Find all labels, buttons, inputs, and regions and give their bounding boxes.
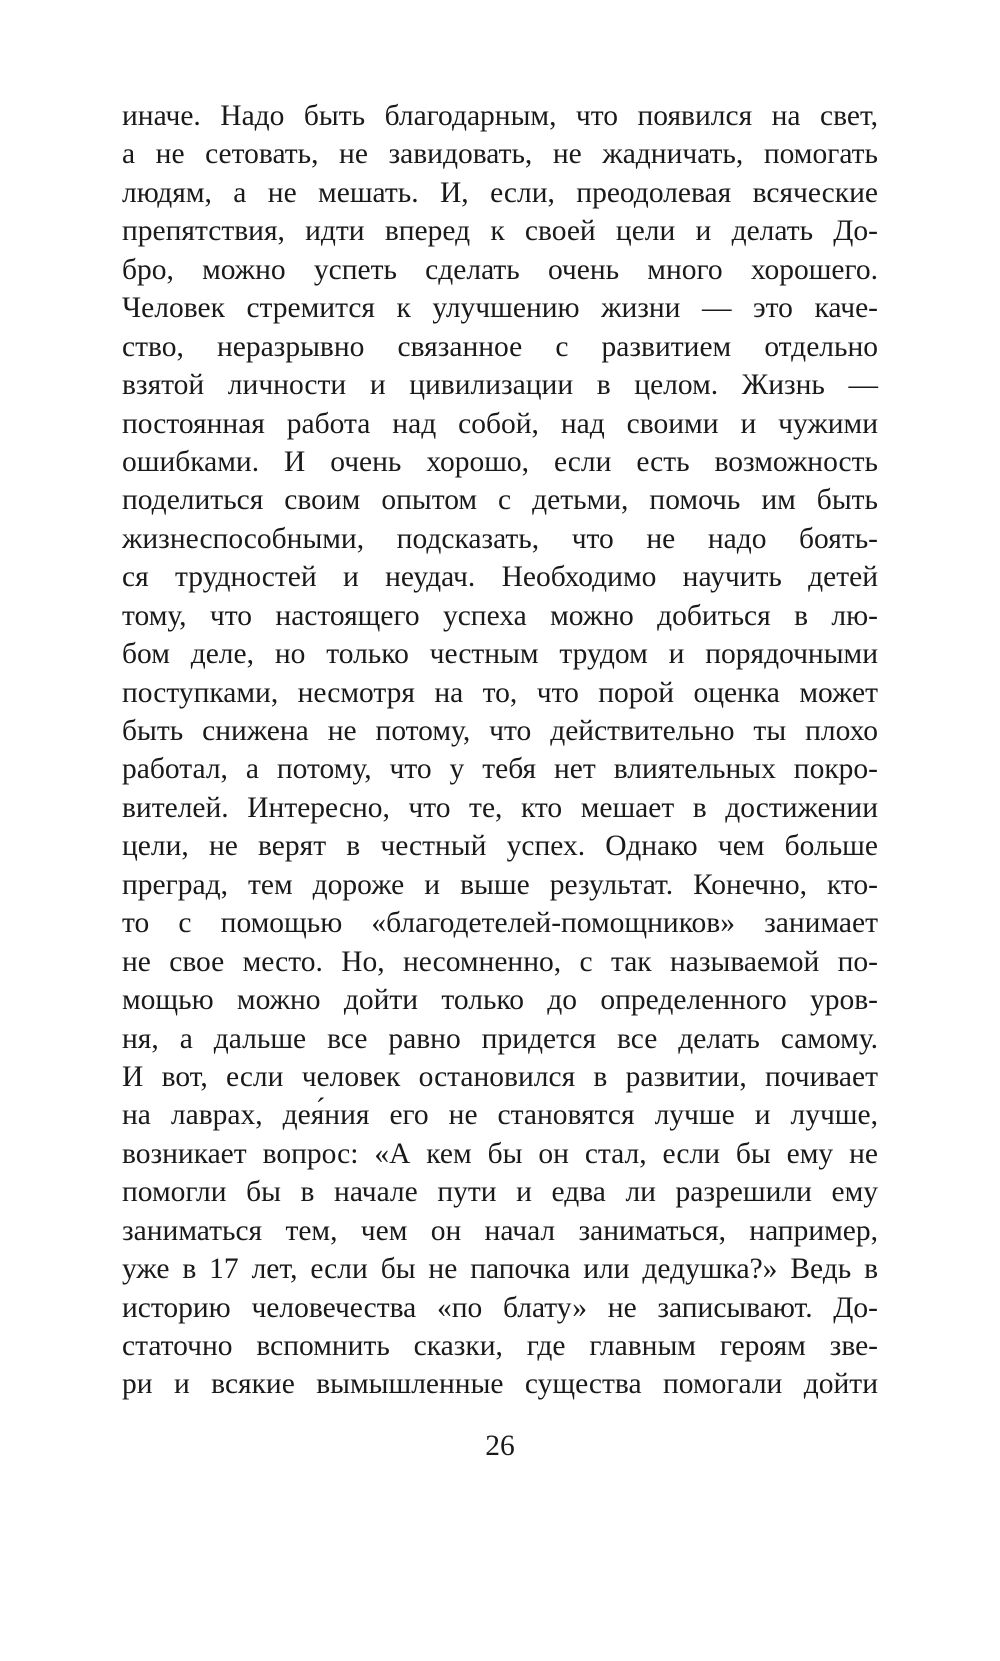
- text-line: цели, не верят в честный успех. Однако чем больше: [122, 830, 878, 863]
- text-line: людям, а не мешать. И, если, преодолевая всяческие: [122, 176, 878, 209]
- text-line: ня, а дальше все равно придется все делать самому.: [122, 1022, 878, 1055]
- text-line: Человек стремится к улучшению жизни — это каче-: [122, 292, 878, 325]
- text-line: поступками, несмотря на то, что порой оценка может: [122, 676, 878, 709]
- text-line: преград, тем дороже и выше результат. Конечно, кто-: [122, 868, 878, 901]
- text-line: статочно вспомнить сказки, где главным героям зве-: [122, 1330, 878, 1362]
- text-line: помогли бы в начале пути и едва ли разрешили ему: [122, 1176, 878, 1209]
- text-line: бро, можно успеть сделать очень много хорошего.: [122, 253, 878, 286]
- text-line: уже в 17 лет, если бы не папочка или дедушка?» Ведь в: [122, 1253, 878, 1286]
- text-line: вителей. Интересно, что те, кто мешает в достижении: [122, 791, 878, 824]
- text-line: а не сетовать, не завидовать, не жадничать, помогать: [122, 138, 878, 171]
- text-line: поделиться своим опытом с детьми, помочь им быть: [122, 484, 878, 517]
- text-line: возникает вопрос: «А кем бы он стал, если бы ему не: [122, 1137, 878, 1170]
- text-line: постоянная работа над собой, над своими и чужими: [122, 407, 878, 440]
- text-line: не свое место. Но, несомненно, с так называемой по-: [122, 945, 878, 978]
- text-line: на лаврах, дея́ния его не становятся лучше и лучше,: [122, 1099, 878, 1132]
- page-number: 26: [485, 1430, 515, 1462]
- text-line: ся трудностей и неудач. Необходимо научить детей: [122, 561, 878, 594]
- text-line: тому, что настоящего успеха можно добиться в лю-: [122, 599, 878, 632]
- text-line: взятой личности и цивилизации в целом. Жизнь —: [122, 369, 878, 402]
- text-line: препятствия, идти вперед к своей цели и делать До-: [122, 215, 878, 248]
- text-line: бом деле, но только честным трудом и порядочными: [122, 638, 878, 671]
- text-line: историю человечества «по блату» не записывают. До-: [122, 1291, 878, 1324]
- text-line: жизнеспособными, подсказать, что не надо боять-: [122, 522, 878, 555]
- body-text: [122, 97, 878, 1404]
- text-line: быть снижена не потому, что действительно ты плохо: [122, 715, 878, 747]
- text-line: ство, неразрывно связанное с развитием отдельно: [122, 330, 878, 363]
- text-line: ошибками. И очень хорошо, если есть возможность: [122, 445, 878, 478]
- text-line: мощью можно дойти только до определенного уров-: [122, 984, 878, 1017]
- text-line: И вот, если человек остановился в развитии, почивает: [122, 1060, 878, 1093]
- text-line: то с помощью «благодетелей-помощников» занимает: [122, 907, 878, 940]
- text-line: работал, а потому, что у тебя нет влиятельных покро-: [122, 753, 878, 786]
- text-line: ри и всякие вымышленные существа помогали дойти: [122, 1368, 878, 1401]
- text-line: иначе. Надо быть благодарным, что появился на свет,: [122, 100, 878, 132]
- text-line: заниматься тем, чем он начал заниматься, например,: [122, 1214, 878, 1247]
